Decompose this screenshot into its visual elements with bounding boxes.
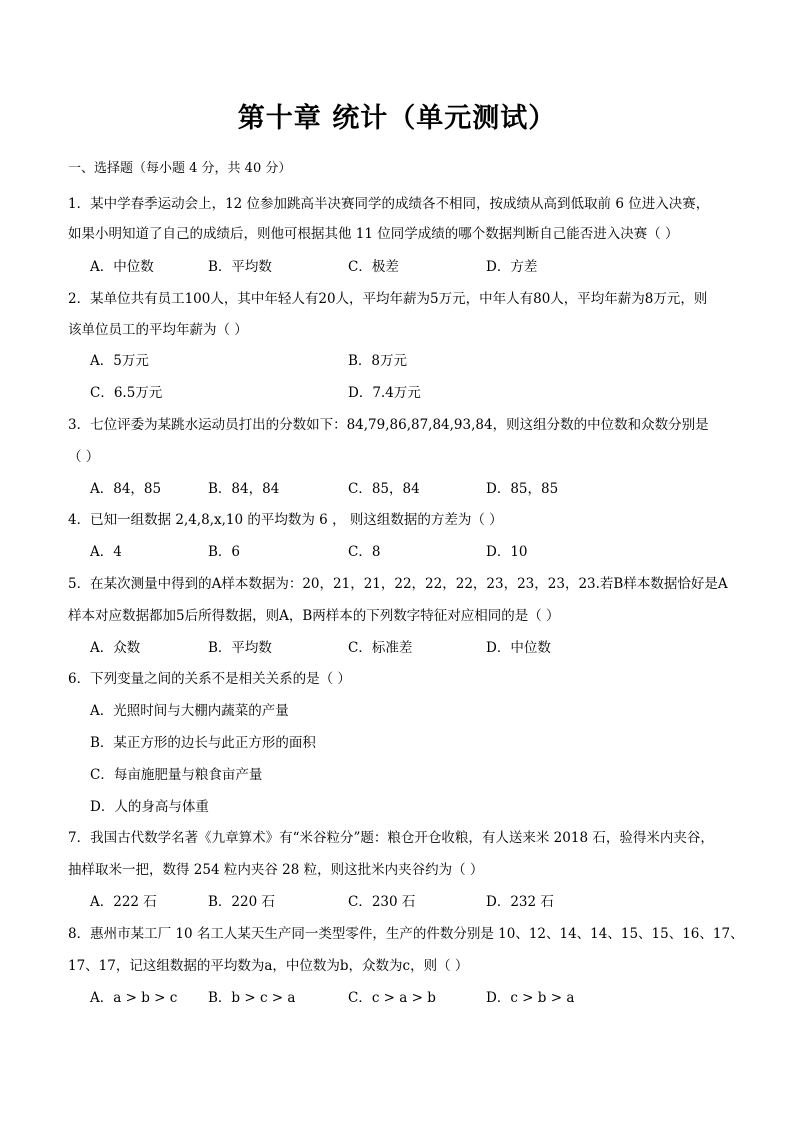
question-5-line-2: 样本对应数据都加5后所得数据，则A，B两样本的下列数字特征对应相同的是（ ） <box>68 608 560 624</box>
question-6-option-d: D．人的身高与体重 <box>90 799 209 815</box>
question-2-line-2: 该单位员工的平均年薪为（ ） <box>68 322 248 338</box>
question-3-option-d: D．85，85 <box>486 481 559 497</box>
question-1-option-d: D．方差 <box>486 259 538 275</box>
question-3-line-1: 3．七位评委为某跳水运动员打出的分数如下：84,79,86,87,84,93,84，则这组分数的中位数和众数分别是 <box>68 417 709 433</box>
question-4-option-a: A．4 <box>90 544 122 560</box>
question-2-option-c: C．6.5万元 <box>90 385 163 401</box>
question-4-option-d: D．10 <box>486 544 528 560</box>
question-6-option-a: A．光照时间与大棚内蔬菜的产量 <box>90 703 289 719</box>
question-7-line-1: 7．我国古代数学名著《九章算术》有“米谷粒分”题：粮仓开仓收粮，有人送来米 2018 石，验得米内夹谷， <box>68 830 714 846</box>
question-8-option-a: A．a > b > c <box>90 990 178 1006</box>
question-1-option-a: A．中位数 <box>90 259 154 275</box>
question-5-option-d: D．中位数 <box>486 640 551 656</box>
question-7-option-c: C．230 石 <box>348 894 416 910</box>
question-3-option-c: C．85，84 <box>348 481 420 497</box>
question-8-option-b: B．b > c > a <box>208 990 296 1006</box>
question-6-option-b: B．某正方形的边长与此正方形的面积 <box>90 735 316 751</box>
question-7-line-2: 抽样取米一把，数得 254 粒内夹谷 28 粒，则这批米内夹谷约为（ ） <box>68 862 484 878</box>
section-heading: 一、选择题（每小题 4 分，共 40 分） <box>68 161 292 176</box>
question-5-option-b: B．平均数 <box>208 640 272 656</box>
question-2-option-d: D．7.4万元 <box>348 385 421 401</box>
question-4-option-b: B．6 <box>208 544 241 560</box>
question-6-option-c: C．每亩施肥量与粮食亩产量 <box>90 767 263 783</box>
question-8-option-c: C．c > a > b <box>348 990 436 1006</box>
question-3-option-a: A．84，85 <box>90 481 162 497</box>
question-8-option-d: D．c > b > a <box>486 990 575 1006</box>
question-1-option-c: C．极差 <box>348 259 399 275</box>
question-7-option-d: D．232 石 <box>486 894 554 910</box>
question-7-option-a: A．222 石 <box>90 894 157 910</box>
question-7-option-b: B．220 石 <box>208 894 275 910</box>
question-3-option-b: B．84，84 <box>208 481 280 497</box>
question-1-option-b: B．平均数 <box>208 259 272 275</box>
question-4-option-c: C．8 <box>348 544 381 560</box>
question-5-option-a: A．众数 <box>90 640 141 656</box>
question-5-option-c: C．标准差 <box>348 640 413 656</box>
question-3-line-2: （ ） <box>68 449 100 465</box>
question-2-option-b: B．8万元 <box>348 353 408 369</box>
question-6-line-1: 6．下列变量之间的关系不是相关关系的是（ ） <box>68 671 351 687</box>
question-2-line-1: 2．某单位共有员工100人，其中年轻人有20人，平均年薪为5万元，中年人有80人，平均年薪为8万元，则 <box>68 291 708 307</box>
question-2-option-a: A．5万元 <box>90 353 149 369</box>
question-1-line-1: 1．某中学春季运动会上，12 位参加跳高半决赛同学的成绩各不相同，按成绩从高到低取前 6 位进入决赛， <box>68 196 710 212</box>
question-8-line-2: 17、17，记这组数据的平均数为a，中位数为b，众数为c，则（ ） <box>68 958 469 974</box>
page-title: 第十章 统计（单元测试） <box>237 103 557 134</box>
question-4-line-1: 4．已知一组数据 2,4,8,x,10 的平均数为 6 ， 则这组数据的方差为（ ） <box>68 512 503 528</box>
question-8-line-1: 8．惠州市某工厂 10 名工人某天生产同一类型零件，生产的件数分别是 10、12、14、14、15、15、16、17、 <box>68 926 744 942</box>
question-1-line-2: 如果小明知道了自己的成绩后，则他可根据其他 11 位同学成绩的哪个数据判断自己能否进入决赛（ ） <box>68 226 679 242</box>
question-5-line-1: 5．在某次测量中得到的A样本数据为：20，21，21，22，22，22，23，23，23，23.若B样本数据恰好是A <box>68 576 728 592</box>
